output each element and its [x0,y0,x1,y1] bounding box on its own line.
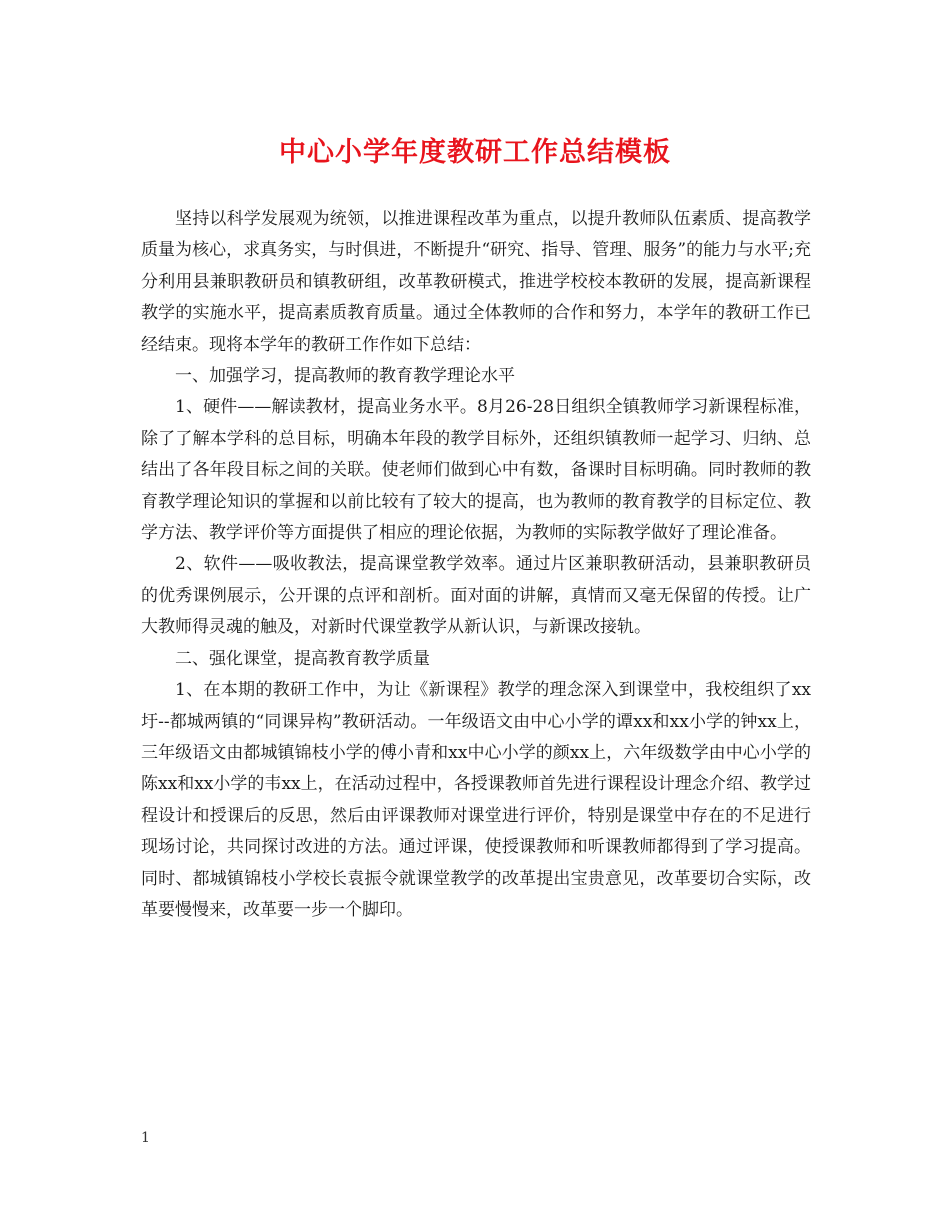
paragraph-software: 2、软件——吸收教法，提高课堂教学效率。通过片区兼职教研活动，县兼职教研员的优秀课例展示，公开课的点评和剖析。面对面的讲解，真情而又毫无保留的传授。让广大教师得灵魂的触及，对新时代课堂教学从新认识，与新课改接轨。 [141,554,811,638]
section-heading-2: 二、强化课堂，提高教育教学质量 [175,648,430,669]
paragraph-classroom: 1、在本期的教研工作中，为让《新课程》教学的理念深入到课堂中，我校组织了xx圩--都城两镇的“同课异构”教研活动。一年级语文由中心小学的谭xx和xx小学的钟xx上，三年级语文由都城镇锦枝小学的傅小青和xx中心小学的颜xx上，六年级数学由中心小学的陈xx和xx小学的韦xx上，在活动过程中，各授课教师首先进行课程设计理念介绍、教学过程设计和授课后的反思，然后由评课教师对课堂进行评价，特别是课堂中存在的不足进行现场讨论，共同探讨改进的方法。通过评课，使授课教师和听课教师都得到了学习提高。同时、都城镇锦枝小学校长袁振令就课堂教学的改革提出宝贵意见，改革要切合实际，改革要慢慢来，改革要一步一个脚印。 [141,680,811,920]
document-title: 中心小学年度教研工作总结模板 [279,137,671,168]
document-body [141,204,811,926]
section-heading-1: 一、加强学习，提高教师的教育教学理论水平 [175,366,515,387]
page-number: 1 [141,1130,150,1146]
paragraph-intro: 坚持以科学发展观为统领，以推进课程改革为重点，以提升教师队伍素质、提高教学质量为核心，求真务实，与时俱进，不断提升“研究、指导、管理、服务”的能力与水平;充分利用县兼职教研员和镇教研组，改革教研模式，推进学校校本教研的发展，提高新课程教学的实施水平，提高素质教育质量。通过全体教师的合作和努力，本学年的教研工作已经结束。现将本学年的教研工作作如下总结： [141,209,811,355]
paragraph-hardware: 1、硬件——解读教材，提高业务水平。8月26-28日组织全镇教师学习新课程标准，除了了解本学科的总目标，明确本年段的教学目标外，还组织镇教师一起学习、归纳、总结出了各年段目标之间的关联。使老师们做到心中有数，备课时目标明确。同时教师的教育教学理论知识的掌握和以前比较有了较大的提高，也为教师的教育教学的目标定位、教学方法、教学评价等方面提供了相应的理论依据，为教师的实际教学做好了理论准备。 [141,397,811,544]
